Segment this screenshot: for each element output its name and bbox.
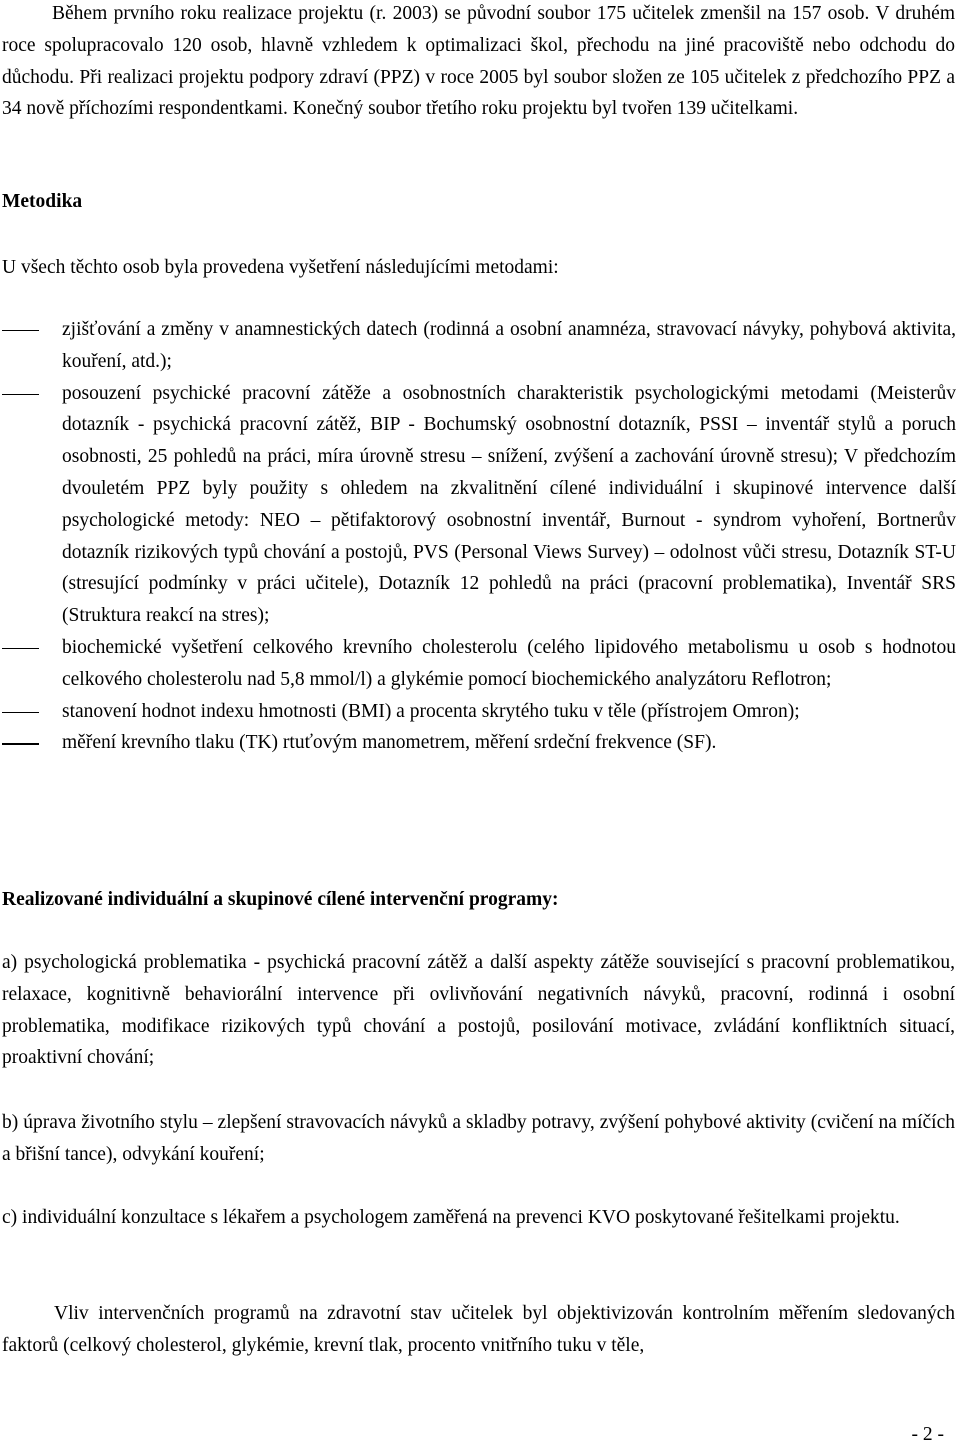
list-item-text: stanovení hodnot indexu hmotnosti (BMI) a procenta skrytého tuku v těle (přístrojem Omron);	[62, 700, 800, 722]
closing-paragraph: Vliv intervenčních programů na zdravotní stav učitelek byl objektivizován kontrolním měřením sledovaných faktorů (celkový cholesterol, glykémie, krevní tlak, procento vnitřního tuku v těle,	[2, 1303, 955, 1356]
dash-bullet-icon	[2, 330, 39, 331]
list-item-text: biochemické vyšetření celkového krevního cholesterolu (celého lipidového metabolismu u osob s hodnotou celkového cholesterolu nad 5,8 mmol/l) a glykémie pomocí biochemického analyzátoru Reflotron;	[62, 636, 956, 690]
intro-paragraph: Během prvního roku realizace projektu (r. 2003) se původní soubor 175 učitelek zmenšil na 157 osob. V druhém roce spolupracovalo 120 osob, hlavně vzhledem k optimalizaci škol, přechodu na jiné pracoviště nebo odchodu do důchodu. Při realizaci projektu podpory zdraví (PPZ) v roce 2005 byl soubor složen ze 105 učitelek z předchozího PPZ a 34 nově příchozími respondentkami. Konečný soubor třetího roku projektu byl tvořen 139 učitelkami.	[2, 3, 955, 120]
dash-bullet-icon	[2, 712, 39, 713]
dash-bullet-icon	[2, 648, 39, 649]
list-item	[0, 696, 956, 728]
page-number: - 2 -	[911, 1424, 944, 1445]
metodika-heading: Metodika	[2, 191, 83, 212]
program-a-paragraph: a) psychologická problematika - psychická pracovní zátěž a další aspekty zátěže související s pracovní problematikou, relaxace, kognitivně behaviorální intervence při ovlivňování negativních návyků, pracovní, rodinná i osobní problematika, modifikace rizikových typů chování a postojů, posilování motivace, zvládání konfliktních situací, proaktivní chování;	[2, 952, 955, 1069]
list-item	[0, 632, 956, 696]
program-c-paragraph: c) individuální konzultace s lékařem a psychologem zaměřená na prevenci KVO poskytované řešitelkami projektu.	[2, 1207, 900, 1228]
metodika-intro: U všech těchto osob byla provedena vyšetření následujícími metodami:	[2, 257, 559, 278]
list-item-text: posouzení psychické pracovní zátěže a osobnostních charakteristik psychologickými metodami (Meisterův dotazník - psychická pracovní zátěž, BIP - Bochumský osobnostní dotazník, PSSI – inventář stylů a poruch osobnosti, 25 pohledů na práci, míra úrovně stresu – snížení, zvýšení a zachování úrovně stresu); V předchozím dvouletém PPZ byly použity s ohledem na zkvalitnění cílené individuální i skupinové intervence další psychologické metody: NEO – pětifaktorový osobnostní inventář, Burnout - syndrom vyhoření, Bortnerův dotazník rizikových typů chování a postojů, PVS (Personal Views Survey) – odolnost vůči stresu, Dotazník ST-U (stresující podmínky v práci učitele), Dotazník 12 pohledů na práci (pracovní problematika), Inventář SRS (Struktura reakcí na stres);	[62, 382, 956, 627]
programs-heading: Realizované individuální a skupinové cílené intervenční programy:	[2, 889, 559, 910]
list-item	[0, 378, 956, 632]
dash-bullet-icon	[2, 394, 39, 395]
methods-list	[0, 314, 956, 759]
list-item-text: měření krevního tlaku (TK) rtuťovým manometrem, měření srdeční frekvence (SF).	[62, 732, 717, 754]
list-item	[0, 727, 956, 759]
program-b-paragraph: b) úprava životního stylu – zlepšení stravovacích návyků a skladby potravy, zvýšení pohybové aktivity (cvičení na míčích a břišní tance), odvykání kouření;	[2, 1112, 955, 1165]
list-item-text: zjišťování a změny v anamnestických datech (rodinná a osobní anamnéza, stravovací návyky, pohybová aktivita, kouření, atd.);	[62, 319, 956, 372]
dash-bullet-icon	[2, 743, 39, 744]
list-item	[0, 314, 956, 378]
